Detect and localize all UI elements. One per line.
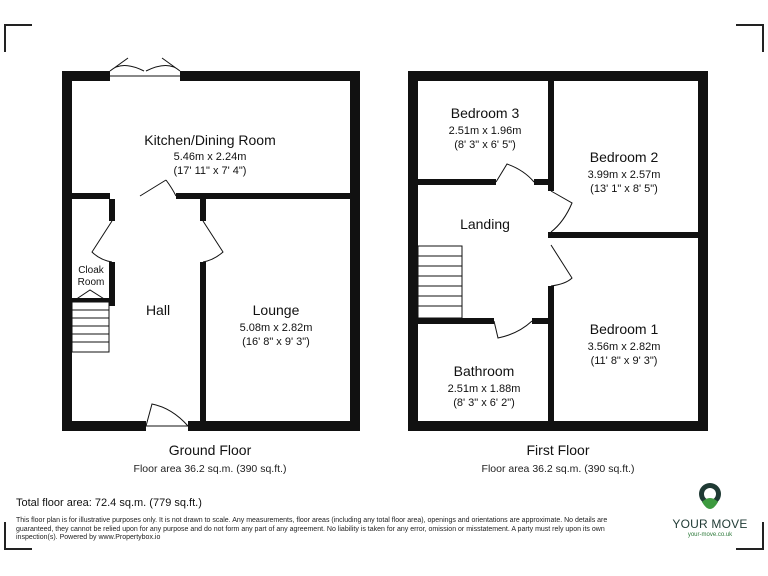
first-floor-title: First Floor [526, 442, 590, 458]
ground-floor-plan [62, 58, 360, 475]
your-move-logo [660, 482, 760, 538]
ground-floor-area: Floor area 36.2 sq.m. (390 sq.ft.) [133, 463, 287, 475]
cloak-room-name-line-1: Cloak [78, 265, 104, 276]
landing-name: Landing [460, 216, 510, 232]
bedroom-2-door [551, 191, 572, 232]
kitchen-dimensions-imperial: (17' 11" x 7' 4") [173, 165, 247, 177]
bathroom-door [494, 321, 532, 338]
bathroom-dimensions-imperial: (8' 3" x 6' 2") [453, 397, 515, 409]
logo-url-text: your-move.co.uk [687, 532, 733, 538]
bedroom-2-name: Bedroom 2 [589, 149, 659, 165]
lounge-door [203, 221, 223, 262]
first-floor-area: Floor area 36.2 sq.m. (390 sq.ft.) [481, 463, 635, 475]
ground-floor-walls [62, 71, 360, 431]
bedroom-2-dimensions-metric: 3.99m x 2.57m [587, 169, 661, 181]
cloak-room-name-line-2: Room [77, 277, 105, 288]
bedroom-1-dimensions-metric: 3.56m x 2.82m [587, 341, 661, 353]
first-floor-plan [408, 71, 708, 475]
kitchen-name: Kitchen/Dining Room [144, 132, 276, 148]
bedroom-1-name: Bedroom 1 [589, 321, 659, 337]
disclaimer-text: This floor plan is for illustrative purposes only. It is not drawn to scale. Any measurements, floor areas (including any total floor area), openings and orientations are approximate. No details are guaranteed, they cannot be relied upon for any purpose and do not form any part of any agreement. No liability is taken for any error, omission or misstatement. A party must rely upon its own inspection(s). Powered by www.Propertybox.io [16, 517, 608, 542]
first-floor-stairs [418, 246, 462, 318]
kitchen-dimensions-metric: 5.46m x 2.24m [173, 151, 247, 163]
bedroom-2-dimensions-imperial: (13' 1" x 8' 5") [590, 183, 658, 195]
lounge-dimensions-metric: 5.08m x 2.82m [239, 322, 313, 334]
logo-brand-text: YOUR MOVE [672, 517, 748, 531]
lounge-name: Lounge [252, 302, 300, 318]
total-floor-area: Total floor area: 72.4 sq.m. (779 sq.ft.) [16, 497, 202, 509]
bedroom-3-name: Bedroom 3 [450, 105, 520, 121]
kitchen-door [140, 180, 176, 196]
lounge-dimensions-imperial: (16' 8" x 9' 3") [242, 336, 310, 348]
bathroom-name: Bathroom [453, 363, 515, 379]
ground-floor-title: Ground Floor [168, 442, 252, 458]
cloak-room-door [92, 221, 112, 262]
first-floor-doors [494, 164, 572, 338]
kitchen-patio-doors [110, 58, 180, 76]
bedroom-3-door [496, 164, 534, 182]
hall-name: Hall [145, 302, 171, 318]
bedroom-3-dimensions-metric: 2.51m x 1.96m [448, 125, 522, 137]
front-door [146, 404, 188, 426]
bedroom-1-dimensions-imperial: (11' 8" x 9' 3") [590, 355, 658, 367]
bedroom-1-door [551, 245, 572, 286]
bathroom-dimensions-metric: 2.51m x 1.88m [447, 383, 521, 395]
bedroom-3-dimensions-imperial: (8' 3" x 6' 5") [454, 139, 516, 151]
your-move-logo-icon [697, 482, 723, 510]
